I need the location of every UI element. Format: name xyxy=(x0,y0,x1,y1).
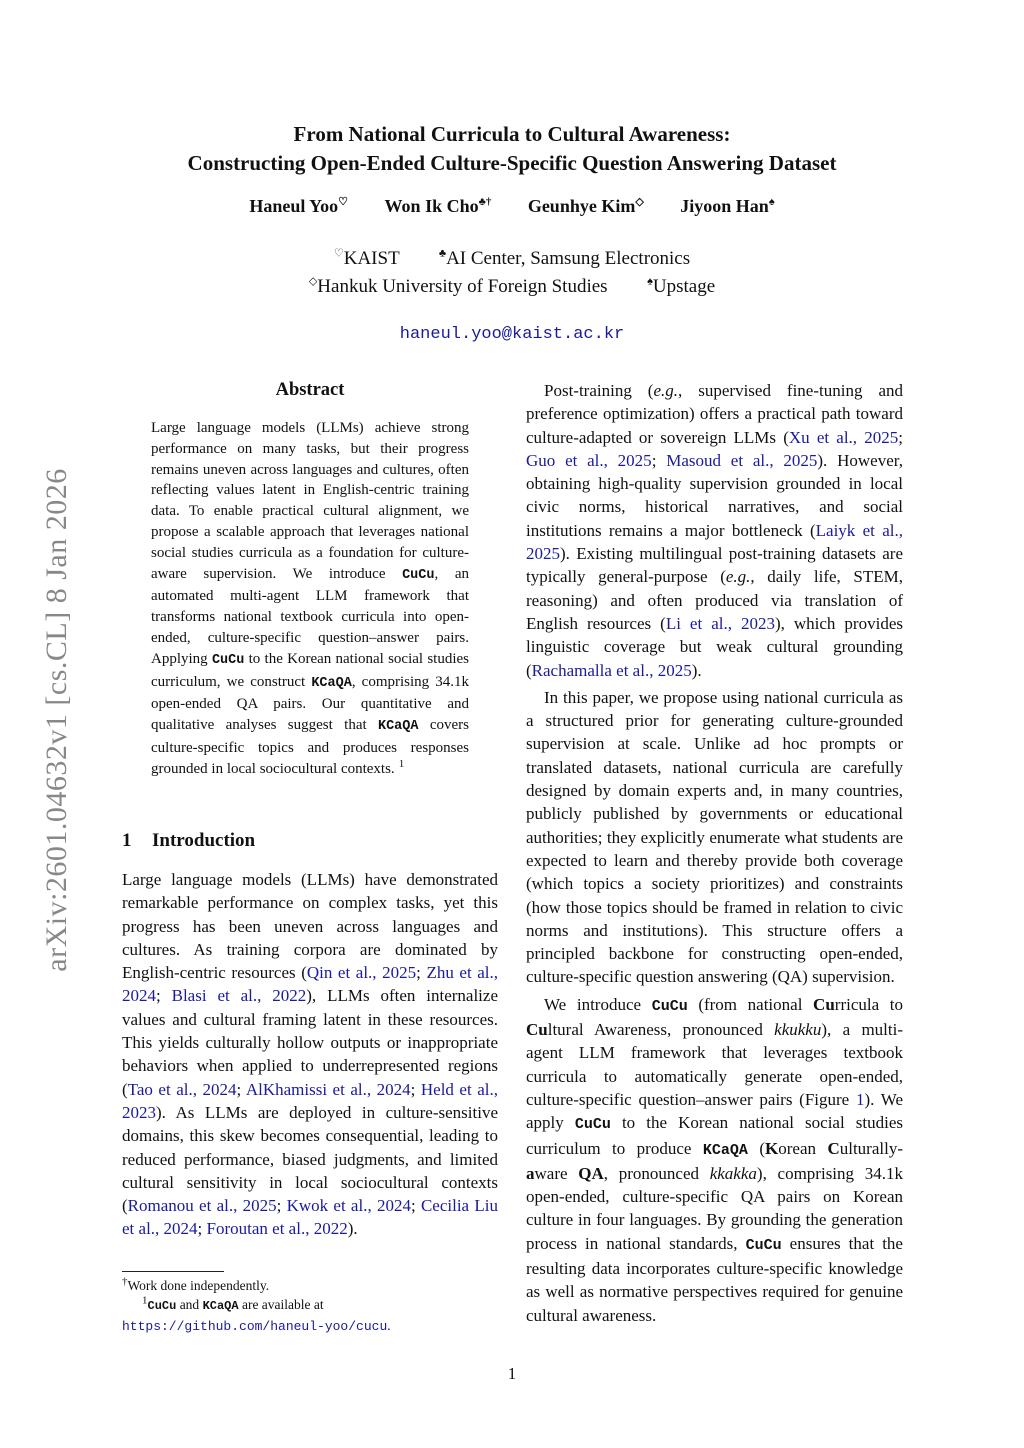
citation-link[interactable]: Cecilia Liu et al., 2024 xyxy=(122,1196,498,1239)
footnote-marker-1[interactable]: 1 xyxy=(398,757,405,770)
author-list xyxy=(0,196,1024,217)
section-heading-introduction: 1 Introduction xyxy=(122,830,256,851)
citation-link[interactable]: Li et al., 2023 xyxy=(665,613,775,633)
affiliation-line-2: ◇Hankuk University of Foreign Studies ♠Upstage xyxy=(308,275,716,297)
citation-link[interactable]: Foroutan et al., 2022 xyxy=(206,1219,348,1239)
citation-link[interactable]: Guo et al., 2025 xyxy=(526,450,652,470)
author-2: Won Ik Cho♣† xyxy=(384,196,492,216)
citation-link[interactable]: Blasi et al., 2022 xyxy=(171,986,307,1006)
citation-link[interactable]: Laiyk et al., 2025 xyxy=(526,520,903,564)
author-email[interactable]: haneul.yoo@kaist.ac.kr xyxy=(399,325,625,344)
footnote-divider xyxy=(122,1271,224,1272)
arxiv-identifier: arXiv:2601.04632v1 [cs.CL] 8 Jan 2026 xyxy=(40,468,73,972)
abstract-heading: Abstract xyxy=(275,380,345,400)
citation-link[interactable]: Tao et al., 2024 xyxy=(127,1079,237,1099)
citation-link[interactable]: Romanou et al., 2025 xyxy=(127,1196,277,1216)
citation-link[interactable]: Held et al., 2023 xyxy=(122,1079,498,1122)
paragraph-cucu-intro: We introduce CuCu (from national Curricula to Cultural Awareness, pronounced kkukku), a multi-agent LLM framework that leverages textbook curricula to automatically generate open-ended, culture-specific question–answer pairs (Figure 1). We apply CuCu to the Korean national social studies curriculum to produce KCaQA (Korean Culturally-aware QA, pronounced kkakka), comprising 34.1k open-ended, culture-specific QA pairs on Korean culture in four languages. By grounding the generation process in national standards, CuCu ensures that the resulting data incorporates culture-specific knowledge as well as normative perspectives required for genuine cultural awareness. xyxy=(526,994,904,1325)
paragraph-proposal: In this paper, we propose using national curricula as a structured prior for generating culture-grounded supervision at scale. Unlike ad hoc prompts or translated datasets, national curricula are carefully designed by domain experts and, in many countries, publicly published by governments or educational authorities; they explicitly enumerate what students are expected to learn and thereby provide both coverage (which topics a society prioritizes) and constraints (how those topics should be framed in relation to civic norms and institutions). This structure offers a principled backbone for constructing open-ended, culture-specific question answering (QA) supervision. xyxy=(526,687,903,987)
citation-link[interactable]: Qin et al., 2025 xyxy=(306,963,417,983)
citation-link[interactable]: AlKhamissi et al., 2024 xyxy=(245,1079,411,1099)
paper-title xyxy=(0,120,1024,178)
author-3: Geunhye Kim◇ xyxy=(527,196,644,216)
citation-link[interactable]: Xu et al., 2025 xyxy=(788,427,899,447)
abstract-body: Large language models (LLMs) achieve strong performance on many tasks, but their progress remains uneven across languages and cultures, often reflecting values latent in English-centric training data. To enable practical cultural alignment, we propose a scalable approach that leverages national social studies curricula as a foundation for culture-aware supervision. We introduce CuCu, an automated multi-agent LLM framework that transforms national textbook curricula into open-ended, culture-specific question–answer pairs. Applying CuCu to the Korean national social studies curriculum, we construct KCaQA, comprising 34.1k open-ended QA pairs. Our quantitative and qualitative analyses suggest that KCaQA covers culture-specific topics and produces responses grounded in local sociocultural contexts. $^1$ xyxy=(151,420,470,777)
title-line-2: Constructing Open-Ended Culture-Specific Question Answering Dataset xyxy=(187,151,837,175)
page-number: 1 xyxy=(507,1364,517,1383)
footnote-dagger: †Work done independently. xyxy=(122,1275,270,1293)
author-1: Haneul Yoo♡ xyxy=(249,196,349,216)
figure-link[interactable]: 1 xyxy=(855,1089,865,1109)
footnotes xyxy=(122,1276,498,1336)
footnote-url[interactable]: https://github.com/haneul-yoo/cucu. xyxy=(122,1318,391,1334)
citation-link[interactable]: Kwok et al., 2024 xyxy=(286,1196,411,1216)
author-4: Jiyoon Han♠ xyxy=(680,196,775,216)
title-line-1: From National Curricula to Cultural Awareness: xyxy=(293,122,731,146)
footnote-1: $^1$CuCu and KCaQA are available at xyxy=(142,1294,324,1313)
citation-link[interactable]: Zhu et al., 2024 xyxy=(122,963,499,1006)
right-column xyxy=(526,379,903,1327)
introduction-paragraph: Large language models (LLMs) have demonstrated remarkable performance on complex tasks, yet this progress has been uneven across languages and cultures. As training corpora are dominated by English-centric resources (Qin et al., 2025; Zhu et al., 2024; Blasi et al., 2022), LLMs often internalize values and cultural framing latent in these resources. This yields culturally hollow outputs or inappropriate behaviors when applied to underrepresented regions (Tao et al., 2024; AlKhamissi et al., 2024; Held et al., 2023). As LLMs are deployed in culture-sensitive domains, this skew becomes consequential, leading to reduced performance, biased judgments, and limited cultural sensitivity in local sociocultural contexts (Romanou et al., 2025; Kwok et al., 2024; Cecilia Liu et al., 2024; Foroutan et al., 2022). xyxy=(122,870,499,1239)
paragraph-post-training: Post-training (e.g., supervised fine-tuning and preference optimization) offers a practical path toward culture-adapted or sovereign LLMs (Xu et al., 2025; Guo et al., 2025; Masoud et al., 2025). However, obtaining high-quality supervision grounded in local civic norms, historical narratives, and social institutions remains a major bottleneck (Laiyk et al., 2025). Existing multilingual post-training datasets are typically general-purpose (e.g., daily life, STEM, reasoning) and often produced via translation of English resources (Li et al., 2023), which provides linguistic coverage but weak cultural grounding (Rachamalla et al., 2025). xyxy=(526,381,903,680)
affiliation-line-1: ♡KAIST ♣AI Center, Samsung Electronics xyxy=(333,247,691,269)
citation-link[interactable]: Masoud et al., 2025 xyxy=(666,450,818,470)
citation-link[interactable]: Rachamalla et al., 2025 xyxy=(531,660,692,680)
